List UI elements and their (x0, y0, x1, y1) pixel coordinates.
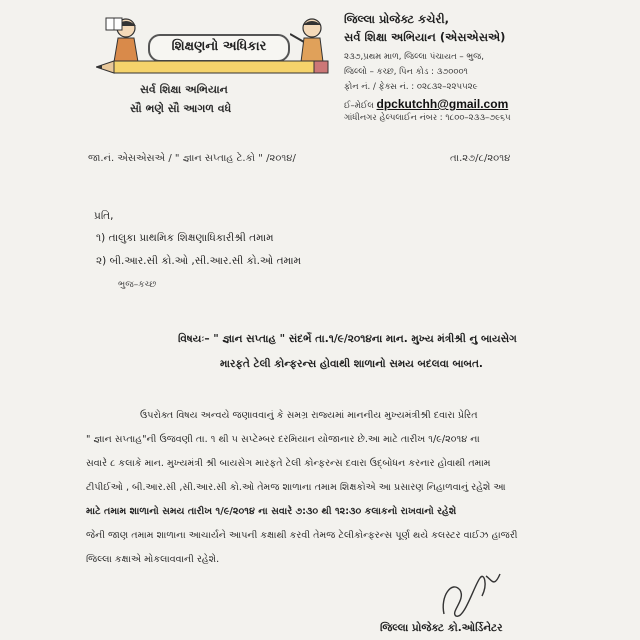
office-address1: ૨૩૭,પ્રથમ માળ, જિલ્લા પંચાયત – ભુજ, (344, 52, 484, 62)
email-address[interactable]: dpckutchh@gmail.com (376, 97, 509, 111)
signer-designation: જિલ્લા પ્રોજેક્ટ કો.ઓર્ડિનેટર (380, 622, 503, 634)
body-line4: ટીપીઈઓ , બી.આર.સી ,સી.આર.સી કો.ઓ તેમજ શાળાના તમામ શિક્ષકોએ આ પ્રસારણ નિહાળવાનું રહેશે આ (86, 482, 506, 493)
recipient-heading: પ્રતિ, (94, 210, 114, 222)
body-line1: ઉપરોક્ત વિષય અન્વયે જણાવવાનું કે સમગ્ર રાજ્યમાં માનનીય મુખ્યમંત્રીશ્રી દવારા પ્રેરિત (140, 410, 478, 421)
logo-motto-line1: સર્વ શિક્ષા અભિયાન (140, 83, 228, 96)
recipient-place: ભુજ–કચ્છ (118, 280, 157, 290)
recipient-2: ૨) બી.આર.સી કો.ઓ ,સી.આર.સી કો.ઓ તમામ (96, 255, 301, 267)
recipient-1: ૧) તાલુકા પ્રાથમિક શિક્ષણાધિકારીશ્રી તમામ (96, 232, 274, 244)
letter-date: તા.૨૭/૮/૨૦૧૪ (450, 153, 511, 164)
body-line3: સવારે ૮ કલાકે માન. મુખ્યમંત્રી શ્રી બાયસેગ મારફતે ટેલી કોન્ફરન્સ દવારા ઉદ્‌બોધન કરનાર હોવાથી તમામ (86, 458, 491, 469)
ssa-logo (86, 10, 326, 128)
email-label: ઈ–મેઈલ (344, 101, 374, 111)
body-line7: જિલ્લા કક્ષાએ મોકલાવવાની રહેશે. (86, 554, 220, 565)
signature (430, 566, 510, 620)
office-department: સર્વ શિક્ષા અભિયાન (એસએસએ) (344, 30, 506, 44)
office-email-row (344, 97, 634, 113)
subject-line2: મારફતે ટેલી કોન્ફરન્સ હોવાથી શાળાનો સમય બદલવા બાબત. (220, 358, 483, 370)
body-line2: " જ્ઞાન સપ્તાહ"ની ઉજવણી તા. ૧ થી ૫ સપ્ટેમ્બર દરમિયાન યોજાનાર છે.આ માટે તારીખ ૧/૯/૨૦૧૪ ના (86, 434, 480, 445)
logo-title: શિક્ષણનો અધિકાર (148, 34, 290, 62)
office-helpline: ગાંધીનગર હેલ્પલાઈન નંબર : ૧૮૦૦–૨૩૩–૭૯૬૫ (344, 113, 511, 123)
office-address-block (344, 12, 634, 128)
logo-motto-line2: સૌ ભણે સૌ આગળ વધે (130, 102, 232, 115)
child-pointing-icon (290, 16, 332, 64)
office-name: જિલ્લા પ્રોજેક્ટ કચેરી, (344, 12, 450, 26)
pencil-icon (96, 60, 332, 74)
body-line5: માટે તમામ શાળાનો સમય તારીખ ૧/૯/૨૦૧૪ ના સવારે ૭:૩૦ થી ૧૨:૩૦ કલાકનો રાખવાનો રહેશે (86, 506, 457, 517)
reference-number: જા.નં. એસએસએ / " જ્ઞાન સપ્તાહ ટે.કો " /૨૦૧૪/ (88, 153, 296, 164)
body-line6: જેની જાણ તમામ શાળાના આચાર્યને આપની કક્ષાથી કરવી તેમજ ટેલીકોન્ફરન્સ પૂર્ણ થયે કલસ્ટર વાઈઝ હાજરી (86, 530, 518, 541)
subject-line1: વિષયઃ– " જ્ઞાન સપ્તાહ " સંદર્ભે તા.૧/૯/૨૦૧૪ના માન. મુખ્ય મંત્રીશ્રી નુ બાયસેગ (178, 333, 517, 345)
office-address2: જિલ્લો – કચ્છ, પિન કોડ : ૩૭૦૦૦૧ (344, 67, 468, 77)
office-phone: ફોન નં. / ફેક્સ નં. : ૦૨૮૩૨–૨૨૫૫૨૯ (344, 82, 478, 92)
child-reading-icon (104, 16, 146, 64)
